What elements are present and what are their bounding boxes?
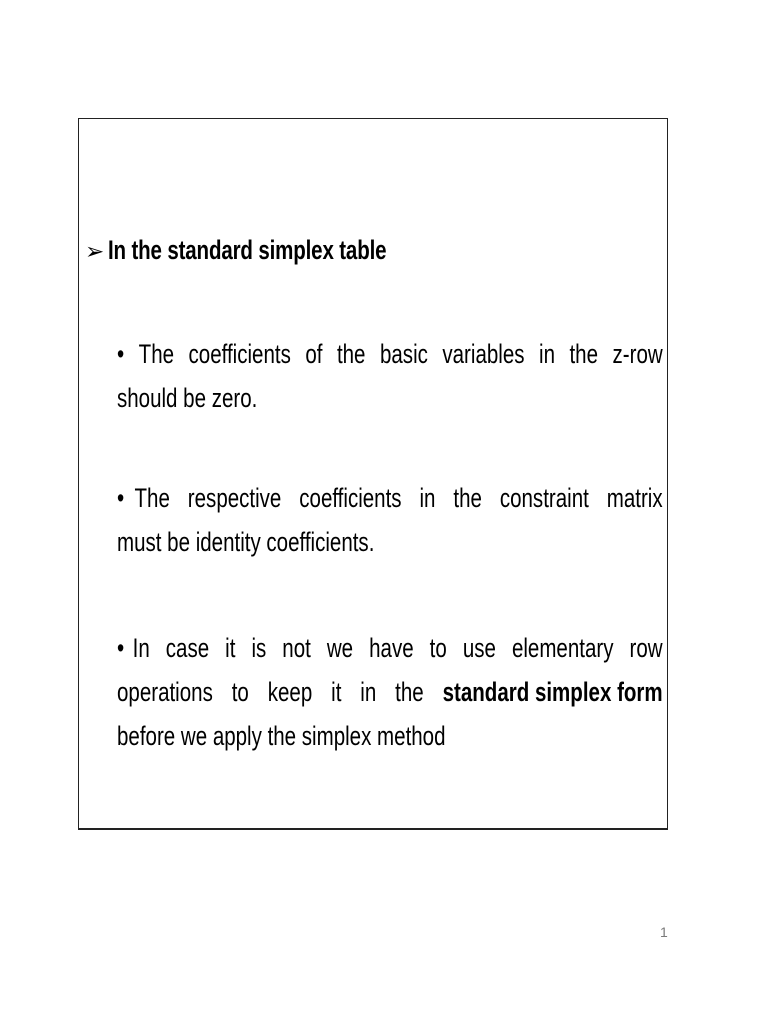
word-token: The xyxy=(134,483,170,513)
word-token: the xyxy=(336,339,366,369)
bullet-line xyxy=(117,476,663,520)
page-number: 1 xyxy=(660,924,668,940)
bullet-item xyxy=(117,626,663,758)
word-token: it xyxy=(225,633,236,663)
arrow-bullet-icon: ➢ xyxy=(85,238,105,264)
word-token: not xyxy=(282,633,311,663)
word-token: elementary xyxy=(511,633,614,663)
slide-heading xyxy=(85,235,475,266)
word-token: it xyxy=(331,677,342,707)
word-token: the xyxy=(395,677,424,707)
word-token: the xyxy=(453,483,482,513)
word-token: variables xyxy=(442,339,525,369)
word-token: use xyxy=(462,633,496,663)
word-token: coefficients xyxy=(299,483,402,513)
word-token: we xyxy=(326,633,354,663)
word-token: respective xyxy=(187,483,282,513)
word-token: in xyxy=(539,339,555,369)
word-token: case xyxy=(165,633,210,663)
word-token: should be zero. xyxy=(117,383,258,413)
word-token: operations xyxy=(117,677,213,707)
bullet-item xyxy=(117,332,663,420)
word-token: In xyxy=(132,633,150,663)
word-token: • xyxy=(117,633,125,663)
word-token: The xyxy=(138,339,175,369)
word-token: in xyxy=(360,677,377,707)
bullet-line xyxy=(117,332,663,376)
heading-text: In the standard simplex table xyxy=(108,235,387,265)
bullet-line xyxy=(117,520,532,564)
word-token: row xyxy=(629,633,663,663)
bullet-line xyxy=(117,714,532,758)
slide-frame xyxy=(78,118,668,830)
bullet-line xyxy=(117,670,663,714)
bullet-item xyxy=(117,476,663,564)
bullet-line xyxy=(117,376,532,420)
word-token: to xyxy=(231,677,249,707)
word-token: • xyxy=(117,339,125,369)
word-token: z-row xyxy=(612,339,663,369)
word-token: before we apply the simplex method xyxy=(117,721,446,751)
word-token: • xyxy=(117,483,125,513)
bullet-line xyxy=(117,626,663,670)
word-token: to xyxy=(429,633,447,663)
word-token: basic xyxy=(379,339,428,369)
word-token: coefficients xyxy=(188,339,291,369)
word-token: the xyxy=(569,339,599,369)
word-token: must be identity coefficients. xyxy=(117,527,375,557)
word-token: is xyxy=(251,633,267,663)
word-token: matrix xyxy=(606,483,663,513)
word-token: in xyxy=(419,483,436,513)
word-token: of xyxy=(305,339,323,369)
word-token: have xyxy=(369,633,414,663)
word-token: constraint xyxy=(499,483,589,513)
emphasis-text: standard simplex form xyxy=(442,677,663,707)
word-token: keep xyxy=(267,677,313,707)
